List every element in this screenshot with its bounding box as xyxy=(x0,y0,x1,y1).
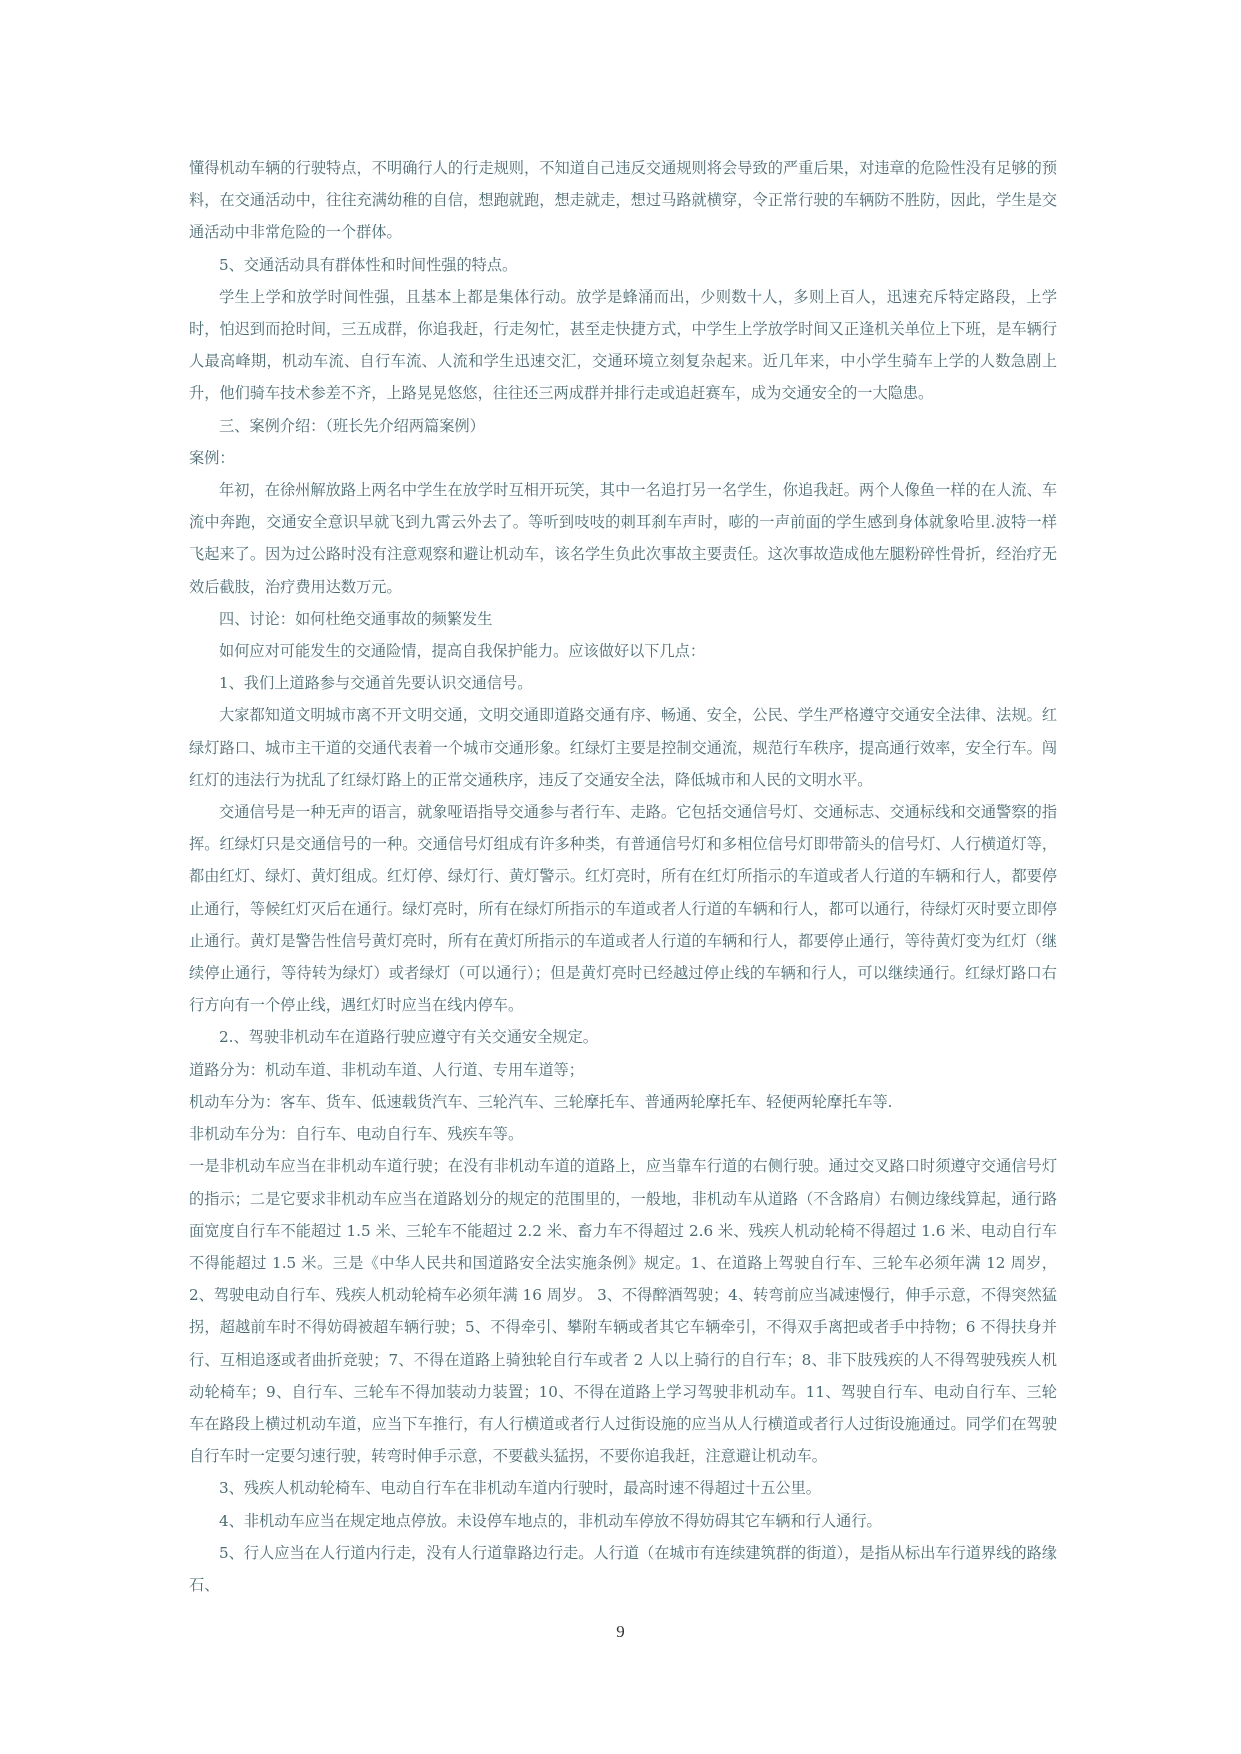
paragraph: 大家都知道文明城市离不开文明交通，文明交通即道路交通有序、畅通、安全，公民、学生严格遵守交通安全法律、法规。红绿灯路口、城市主干道的交通代表着一个城市交通形象。红绿灯主要是控制交通流，规范行车秩序，提高通行效率，安全行车。闯红灯的违法行为扰乱了红绿灯路上的正常交通秩序，违反了交通安全法，降低城市和人民的文明水平。 xyxy=(189,706,1057,789)
paragraph: 一是非机动车应当在非机动车道行驶；在没有非机动车道的道路上，应当靠车行道的右侧行驶。通过交叉路口时须遵守交通信号灯的指示；二是它要求非机动车应当在道路划分的规定的范围里的，一般地，非机动车从道路（不含路肩）右侧边缘线算起，通行路面宽度自行车不能超过 1.5 米、三轮车不能超过 2.2 米、畜力车不得超过 2.6 米、残疾人机动轮椅不得超过 1.6 米、电动自行车不得能超过 1.5 米。三是《中华人民共和国道路安全法实施条例》规定。1、在道路上驾驶自行车、三轮车必须年满 12 周岁，2、驾驶电动自行车、残疾人机动轮椅车必须年满 16 周岁。 3、不得醉酒驾驶；4、转弯前应当减速慢行，伸手示意，不得突然猛拐，超越前车时不得妨碍被超车辆行驶；5、不得牵引、攀附车辆或者其它车辆牵引，不得双手离把或者手中持物；6 不得扶身并行、互相追逐或者曲折竞驶；7、不得在道路上骑独轮自行车或者 2 人以上骑行的自行车；8、非下肢残疾的人不得驾驶残疾人机动轮椅车；9、自行车、三轮车不得加装动力装置；10、不得在道路上学习驾驶非机动车。11、驾驶自行车、电动自行车、三轮车在路段上横过机动车道，应当下车推行，有人行横道或者行人过街设施的应当从人行横道或者行人过街设施通过。同学们在驾驶自行车时一定要匀速行驶，转弯时伸手示意，不要截头猛拐，不要你追我赶，注意避让机动车。 xyxy=(189,1157,1057,1466)
section-heading: 三、案例介绍：（班长先介绍两篇案例） xyxy=(219,416,485,435)
paragraph: 非机动车分为：自行车、电动自行车、残疾车等。 xyxy=(189,1125,524,1144)
paragraph: 懂得机动车辆的行驶特点，不明确行人的行走规则，不知道自己违反交通规则将会导致的严重后果，对违章的危险性没有足够的预料，在交通活动中，往往充满幼稚的自信，想跑就跑，想走就走，想过马路就横穿，令正常行驶的车辆防不胜防，因此，学生是交通活动中非常危险的一个群体。 xyxy=(189,159,1057,242)
paragraph: 2.、驾驶非机动车在道路行驶应遵守有关交通安全规定。 xyxy=(219,1028,598,1047)
paragraph: 年初，在徐州解放路上两名中学生在放学时互相开玩笑，其中一名追打另一名学生，你追我赶。两个人像鱼一样的在人流、车流中奔跑，交通安全意识早就飞到九霄云外去了。等听到吱吱的刺耳刹车声时，嘭的一声前面的学生感到身体就象哈里.波特一样飞起来了。因为过公路时没有注意观察和避让机动车，该名学生负此次事故主要责任。这次事故造成他左腿粉碎性骨折，经治疗无效后截肢，治疗费用达数万元。 xyxy=(189,481,1057,596)
paragraph: 5、行人应当在人行道内行走，没有人行道靠路边行走。人行道（在城市有连续建筑群的街道），是指从标出车行道界线的路缘石、 xyxy=(189,1543,1057,1594)
paragraph: 3、残疾人机动轮椅车、电动自行车在非机动车道内行驶时，最高时速不得超过十五公里。 xyxy=(219,1479,821,1498)
paragraph: 道路分为：机动车道、非机动车道、人行道、专用车道等； xyxy=(189,1060,584,1079)
paragraph: 如何应对可能发生的交通险情，提高自我保护能力。应该做好以下几点： xyxy=(219,642,705,661)
body-text xyxy=(189,152,1057,1601)
paragraph: 案例： xyxy=(189,448,235,467)
section-heading: 四、讨论：如何杜绝交通事故的频繁发生 xyxy=(219,609,493,628)
paragraph: 学生上学和放学时间性强，且基本上都是集体行动。放学是蜂涌而出，少则数十人，多则上百人，迅速充斥特定路段，上学时，怕迟到而抢时间，三五成群，你追我赶，行走匆忙，甚至走快捷方式，中学生上学放学时间又正逢机关单位上下班，是车辆行人最高峰期，机动车流、自行车流、人流和学生迅速交汇，交通环境立刻复杂起来。近几年来，中小学生骑车上学的人数急剧上升，他们骑车技术参差不齐，上路晃晃悠悠，往往还三两成群并排行走或追赶赛车，成为交通安全的一大隐患。 xyxy=(189,287,1057,403)
paragraph: 1、我们上道路参与交通首先要认识交通信号。 xyxy=(219,674,533,693)
paragraph: 5、交通活动具有群体性和时间性强的特点。 xyxy=(219,255,518,274)
paragraph: 机动车分为：客车、货车、低速载货汽车、三轮汽车、三轮摩托车、普通两轮摩托车、轻便两轮摩托车等. xyxy=(189,1092,893,1111)
paragraph: 交通信号是一种无声的语言，就象哑语指导交通参与者行车、走路。它包括交通信号灯、交通标志、交通标线和交通警察的指挥。红绿灯只是交通信号的一种。交通信号灯组成有许多种类，有普通信号灯和多相位信号灯即带箭头的信号灯、人行横道灯等，都由红灯、绿灯、黄灯组成。红灯停、绿灯行、黄灯警示。红灯亮时，所有在红灯所指示的车道或者人行道的车辆和行人，都要停止通行，等候红灯灭后在通行。绿灯亮时，所有在绿灯所指示的车道或者人行道的车辆和行人，都可以通行，待绿灯灭时要立即停止通行。黄灯是警告性信号黄灯亮时，所有在黄灯所指示的车道或者人行道的车辆和行人，都要停止通行，等待黄灯变为红灯（继续停止通行，等待转为绿灯）或者绿灯（可以通行）；但是黄灯亮时已经越过停止线的车辆和行人，可以继续通行。红绿灯路口右行方向有一个停止线，遇红灯时应当在线内停车。 xyxy=(189,803,1057,1015)
paragraph: 4、非机动车应当在规定地点停放。未设停车地点的，非机动车停放不得妨碍其它车辆和行人通行。 xyxy=(219,1511,882,1530)
page-number: 9 xyxy=(616,1622,625,1641)
